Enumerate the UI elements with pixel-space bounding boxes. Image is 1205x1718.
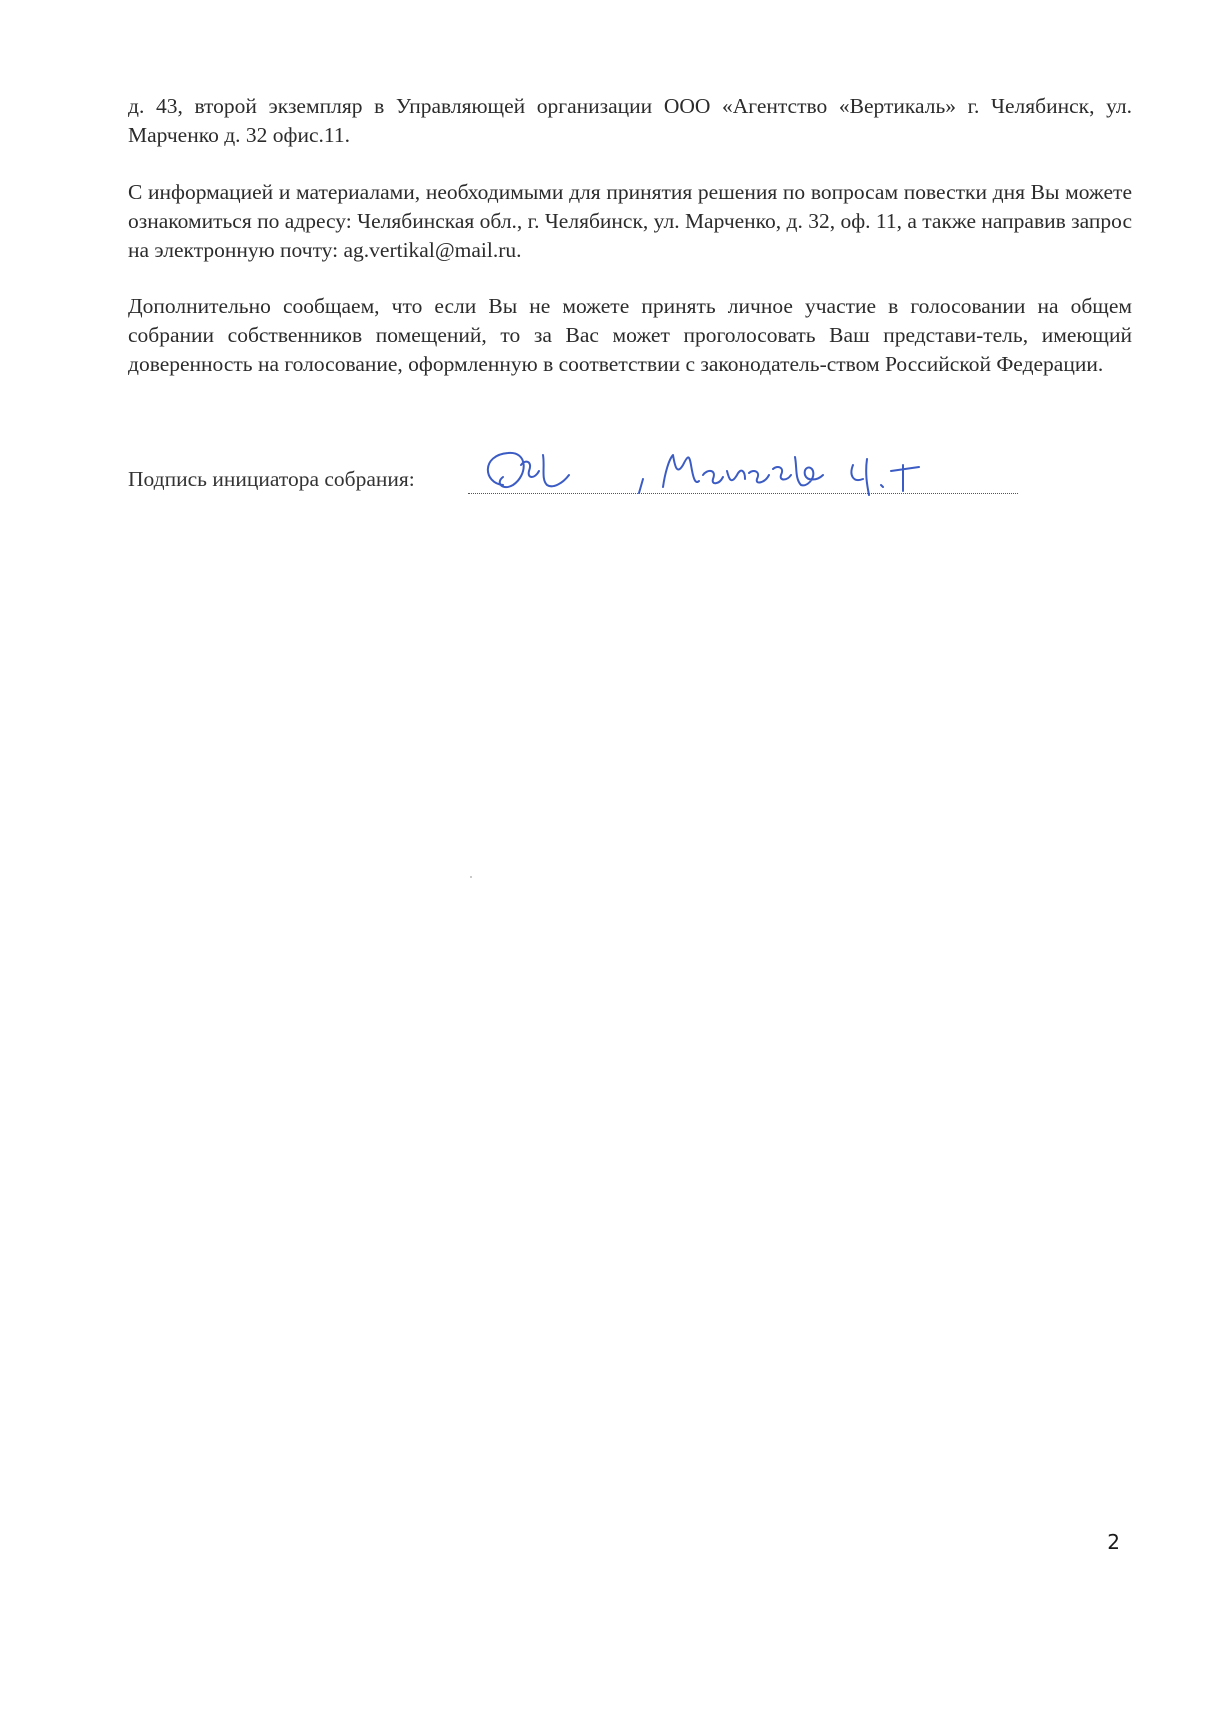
page-number: 2 bbox=[1107, 1530, 1120, 1554]
paragraph-proxy-voting: Дополнительно сообщаем, что если Вы не можете принять личное участие в голосовании на общем собрании собственников помещений, то за Вас может проголосовать Ваш представи-тель, имеющий доверенность на голосование, оформленную в соответствии с законодатель-ством Российской Федерации. bbox=[128, 294, 1132, 376]
scan-speck bbox=[470, 876, 472, 878]
signature-block bbox=[128, 445, 1028, 505]
handwritten-signature bbox=[473, 445, 1133, 505]
paragraph-copy-location: д. 43, второй экземпляр в Управляющей организации ООО «Агентство «Вертикаль» г. Челябинск, ул. Марченко д. 32 офис.11. bbox=[128, 94, 1132, 147]
paragraph-materials-info: С информацией и материалами, необходимыми для принятия решения по вопросам повестки дня Вы можете ознакомиться по адресу: Челябинская обл., г. Челябинск, ул. Марченко, д. 32, оф. 11, а также направив запрос на электронную почту: ag.vertikal@mail.ru. bbox=[128, 180, 1132, 262]
signature-label: Подпись инициатора собрания: bbox=[128, 467, 415, 491]
